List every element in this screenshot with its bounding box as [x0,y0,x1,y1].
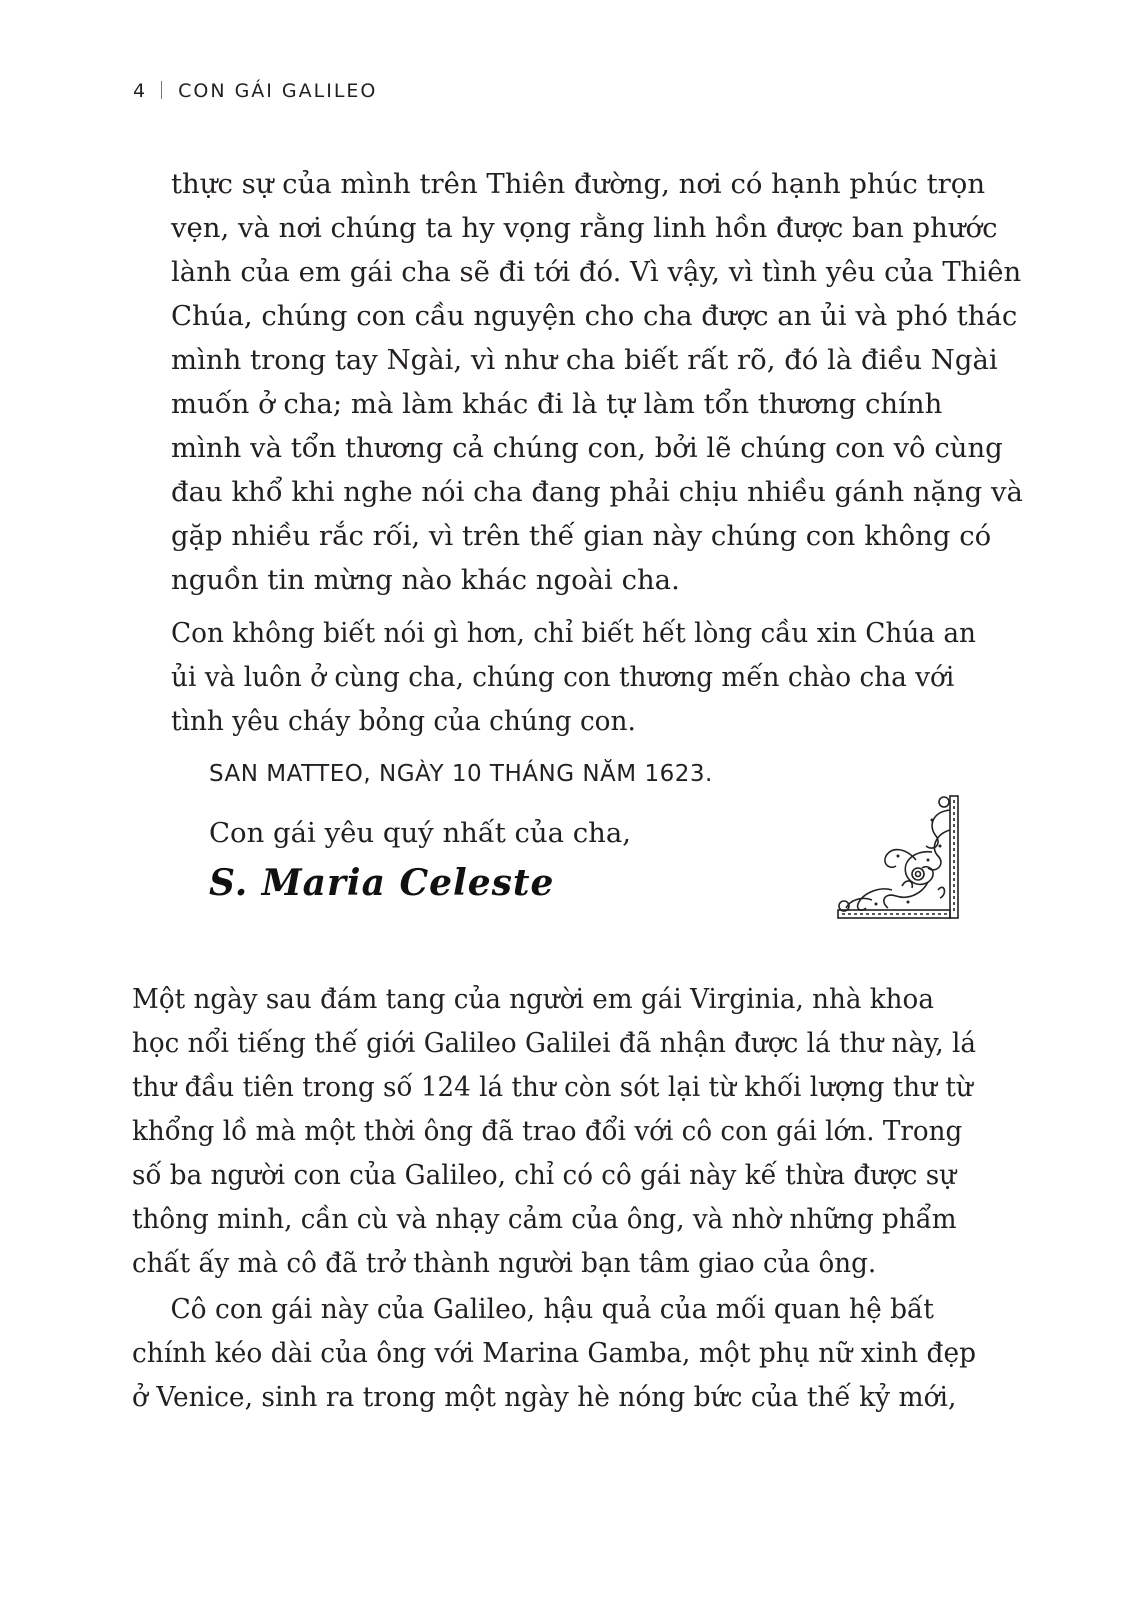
text-line: nguồn tin mừng nào khác ngoài cha. [171,564,680,596]
letter-paragraph-2 [171,611,1012,743]
text-line: muốn ở cha; mà làm khác đi là tự làm tổn thương chính [171,388,943,420]
text-line: chính kéo dài của ông với Marina Gamba, một phụ nữ xinh đẹp [132,1337,977,1369]
text-line: số ba người con của Galileo, chỉ có cô gái này kế thừa được sự [132,1159,957,1191]
text-line: Chúa, chúng con cầu nguyện cho cha được an ủi và phó thác [171,300,1018,332]
running-header [133,80,377,102]
letter-dateline: SAN MATTEO, NGÀY 10 THÁNG NĂM 1623. [209,761,713,787]
text-line: khổng lồ mà một thời ông đã trao đổi với cô con gái lớn. Trong [132,1115,963,1147]
text-line: học nổi tiếng thế giới Galileo Galilei đã nhận được lá thư này, lá [132,1027,977,1059]
text-line: gặp nhiều rắc rối, vì trên thế gian này chúng con không có [171,520,992,552]
text-line: thư đầu tiên trong số 124 lá thư còn sót lại từ khối lượng thư từ [132,1071,973,1103]
text-line: ở Venice, sinh ra trong một ngày hè nóng bức của thế kỷ mới, [132,1381,957,1413]
text-line: vẹn, và nơi chúng ta hy vọng rằng linh hồn được ban phước [171,212,998,244]
text-line: chất ấy mà cô đã trở thành người bạn tâm giao của ông. [132,1247,877,1279]
page-number: 4 [133,80,148,102]
text-line: Một ngày sau đám tang của người em gái Virginia, nhà khoa [132,983,934,1015]
book-title: CON GÁI GALILEO [178,80,378,102]
text-line: mình trong tay Ngài, vì như cha biết rất rõ, đó là điều Ngài [171,344,998,376]
narrative-paragraph-1 [132,977,1018,1285]
text-line: đau khổ khi nghe nói cha đang phải chịu nhiều gánh nặng và [171,476,1023,508]
narrative-paragraph-2 [132,1287,1010,1419]
text-line: thông minh, cần cù và nhạy cảm của ông, và nhờ những phẩm [132,1203,957,1235]
text-line: thực sự của mình trên Thiên đường, nơi có hạnh phúc trọn [171,168,986,200]
text-line: mình và tổn thương cả chúng con, bởi lẽ chúng con vô cùng [171,432,1003,464]
corner-ornament-icon [832,790,964,922]
text-line: Cô con gái này của Galileo, hậu quả của mối quan hệ bất [170,1293,934,1325]
letter-paragraph-1 [171,162,1023,602]
text-line: tình yêu cháy bỏng của chúng con. [171,705,636,737]
text-line: ủi và luôn ở cùng cha, chúng con thương mến chào cha với [171,661,955,693]
header-separator [161,81,162,99]
letter-signature: S. Maria Celeste [209,862,555,904]
letter-closing: Con gái yêu quý nhất của cha, [209,817,632,849]
text-line: lành của em gái cha sẽ đi tới đó. Vì vậy, vì tình yêu của Thiên [171,256,1022,288]
text-line: Con không biết nói gì hơn, chỉ biết hết lòng cầu xin Chúa an [171,617,976,649]
